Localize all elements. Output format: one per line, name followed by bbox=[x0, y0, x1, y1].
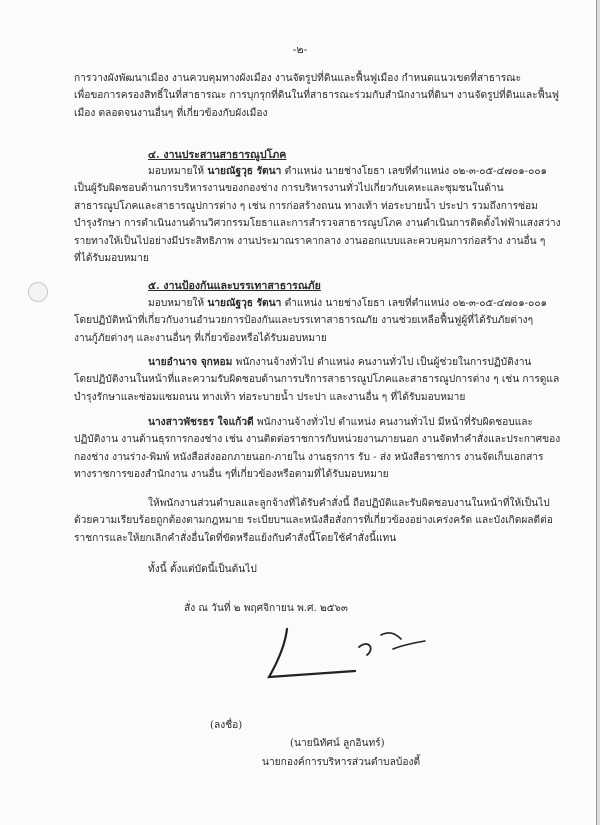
section-4-line: รายทางให้เป็นไปอย่างมีประสิทธิภาพ งานประมาณราคากลาง งานออกแบบและควบคุมการก่อสร้าง งานอื่น ๆ bbox=[74, 235, 546, 247]
section-4-line: สาธารณูปโภคและสาธารณูปการต่าง ๆ เช่น การก่อสร้างถนน ทางเท้า ท่อระบายน้ำ ประปา รวมถึงการซ่อม bbox=[74, 200, 538, 212]
signature-mark bbox=[255, 625, 445, 685]
assign-suffix: ตำแหน่ง นายช่างโยธา เลขที่ตำแหน่ง ๐๒-๓-๐๕-๔๗๐๑-๐๐๑ bbox=[281, 166, 548, 177]
staff-1-name: นายอำนาจ จุกหอม bbox=[148, 356, 233, 368]
intro-paragraph bbox=[74, 70, 564, 122]
intro-line: เพื่อขอการครองสิทธิ์ในที่สาธารณะ การบุกรุกที่ดินในที่สาธารณะร่วมกับสำนักงานที่ดินฯ งานจัดรูปที่ดินและฟื้นฟู bbox=[74, 90, 559, 102]
punch-hole bbox=[28, 282, 48, 302]
assignee-name: นายณัฐวุธ รัตนา bbox=[207, 165, 282, 177]
section-4-line: เป็นผู้รับผิดชอบด้านการบริหารงานของกองช่าง การบริหารงานทั่วไปเกี่ยวกับเคหะและชุมชนในด้าน bbox=[74, 183, 504, 195]
staff-2-line: กองช่าง งานร่าง-พิมพ์ หนังสือส่งออกภายนอก-ภายใน งานธุรการ รับ - ส่ง หนังสือราชการ งานจัดเก็บเอกสาร bbox=[74, 451, 544, 463]
closing-paragraph bbox=[74, 495, 564, 547]
page-number: -๒- bbox=[292, 43, 308, 56]
effective-clause: ทั้งนี้ ตั้งแต่บัดนี้เป็นต้นไป bbox=[148, 564, 257, 575]
section-4-body bbox=[74, 163, 564, 267]
staff-1-role: พนักงานจ้างทั่วไป ตำแหน่ง คนงานทั่วไป เป็นผู้ช่วยในการปฏิบัติงาน bbox=[232, 357, 532, 368]
section-5-line: งานกู้ภัยต่างๆ และงานอื่นๆ ที่เกี่ยวข้องหรือได้รับมอบหมาย bbox=[74, 332, 327, 344]
staff-1-paragraph bbox=[74, 354, 564, 406]
assign-suffix: ตำแหน่ง นายช่างโยธา เลขที่ตำแหน่ง ๐๒-๓-๐๕-๔๗๐๑-๐๐๑ bbox=[281, 298, 548, 309]
signatory-title: นายกองค์การบริหารส่วนตำบลบ้องตี้ bbox=[262, 757, 421, 768]
staff-2-role: พนักงานจ้างทั่วไป ตำแหน่ง คนงานทั่วไป มีหน้าที่รับผิดชอบและ bbox=[253, 417, 533, 428]
assign-prefix: มอบหมายให้ bbox=[148, 166, 208, 177]
signatory-name: (นายนิทัศน์ ลูกอินทร์) bbox=[290, 738, 385, 749]
section-5-line: โดยปฏิบัติหน้าที่เกี่ยวกับงานอำนวยการป้องกันและบรรเทาสาธารณภัย งานช่วยเหลือฟื้นฟูผู้ที่ได้รับภัยต่างๆ bbox=[74, 315, 534, 327]
intro-line: เมือง ตลอดจนงานอื่นๆ ที่เกี่ยวข้องกับผังเมือง bbox=[74, 107, 268, 119]
staff-2-intro bbox=[74, 414, 564, 431]
staff-2-paragraph bbox=[74, 414, 564, 484]
closing-first-line: ให้พนักงานส่วนตำบลและลูกจ้างที่ได้รับคำสั่งนี้ ถือปฏิบัติและรับผิดชอบงานในหน้าที่ให้เป็นไป bbox=[148, 498, 550, 509]
section-5-assignment bbox=[74, 295, 564, 312]
staff-2-name: นางสาวพัชรธร ใจแก้วดี bbox=[148, 416, 254, 428]
handwritten-signature bbox=[255, 625, 445, 689]
section-4-heading: ๔. งานประสานสาธารณูปโภค bbox=[148, 149, 287, 161]
staff-1-intro bbox=[74, 354, 564, 371]
section-4-line: บำรุงรักษา การดำเนินงานด้านวิศวกรรมโยธาและการสำรวจสาธารณูปโภค งานดำเนินการติดตั้งไฟฟ้าแสงสว่าง bbox=[74, 218, 561, 230]
closing-line: ราชการและให้ยกเลิกคำสั่งอื่นใดที่ขัดหรือแย้งกับคำสั่งนี้โดยใช้คำสั่งนี้แทน bbox=[74, 532, 397, 544]
closing-line: ด้วยความเรียบร้อยถูกต้องตามกฎหมาย ระเบียบฯและหนังสือสั่งการที่เกี่ยวข้องอย่างเคร่งครัด และบังเกิดผลดีต่อ bbox=[74, 515, 553, 527]
order-date: สั่ง ณ วันที่ ๒ พฤศจิกายน พ.ศ. ๒๕๖๓ bbox=[184, 603, 348, 614]
staff-2-line: ทางราชการของสำนักงาน งานอื่น ๆที่เกี่ยวข้องหรือตามที่ได้รับมอบหมาย bbox=[74, 469, 389, 481]
staff-1-line: บำรุงรักษาและซ่อมแซมถนน ทางเท้า ท่อระบายน้ำ ประปา และงานอื่น ๆ ที่ได้รับมอบหมาย bbox=[74, 391, 466, 403]
assign-prefix: มอบหมายให้ bbox=[148, 298, 208, 309]
intro-line: การวางผังพัฒนาเมือง งานควบคุมทางผังเมือง งานจัดรูปที่ดินและฟื้นฟูเมือง กำหนดแนวเขตที่สาธารณะ bbox=[74, 73, 522, 84]
assignee-name: นายณัฐวุธ รัตนา bbox=[207, 297, 282, 309]
section-5-heading: ๕. งานป้องกันและบรรเทาสาธารณภัย bbox=[148, 280, 321, 292]
staff-2-line: ปฏิบัติงาน งานด้านธุรการกองช่าง เช่น งานติดต่อราชการกับหน่วยงานภายนอก งานจัดทำคำสั่งและประกาศของ bbox=[74, 434, 561, 446]
staff-1-line: โดยปฏิบัติงานในหน้าที่และความรับผิดชอบด้านการบริการสาธารณูปโภคและสาธารณูปการต่าง ๆ เช่น การดูแล bbox=[74, 374, 560, 386]
section-5-body bbox=[74, 295, 564, 347]
section-4-line: ที่ได้รับมอบหมาย bbox=[74, 253, 149, 265]
signature-label: (ลงชื่อ) bbox=[210, 720, 243, 731]
section-4-assignment bbox=[74, 163, 564, 180]
